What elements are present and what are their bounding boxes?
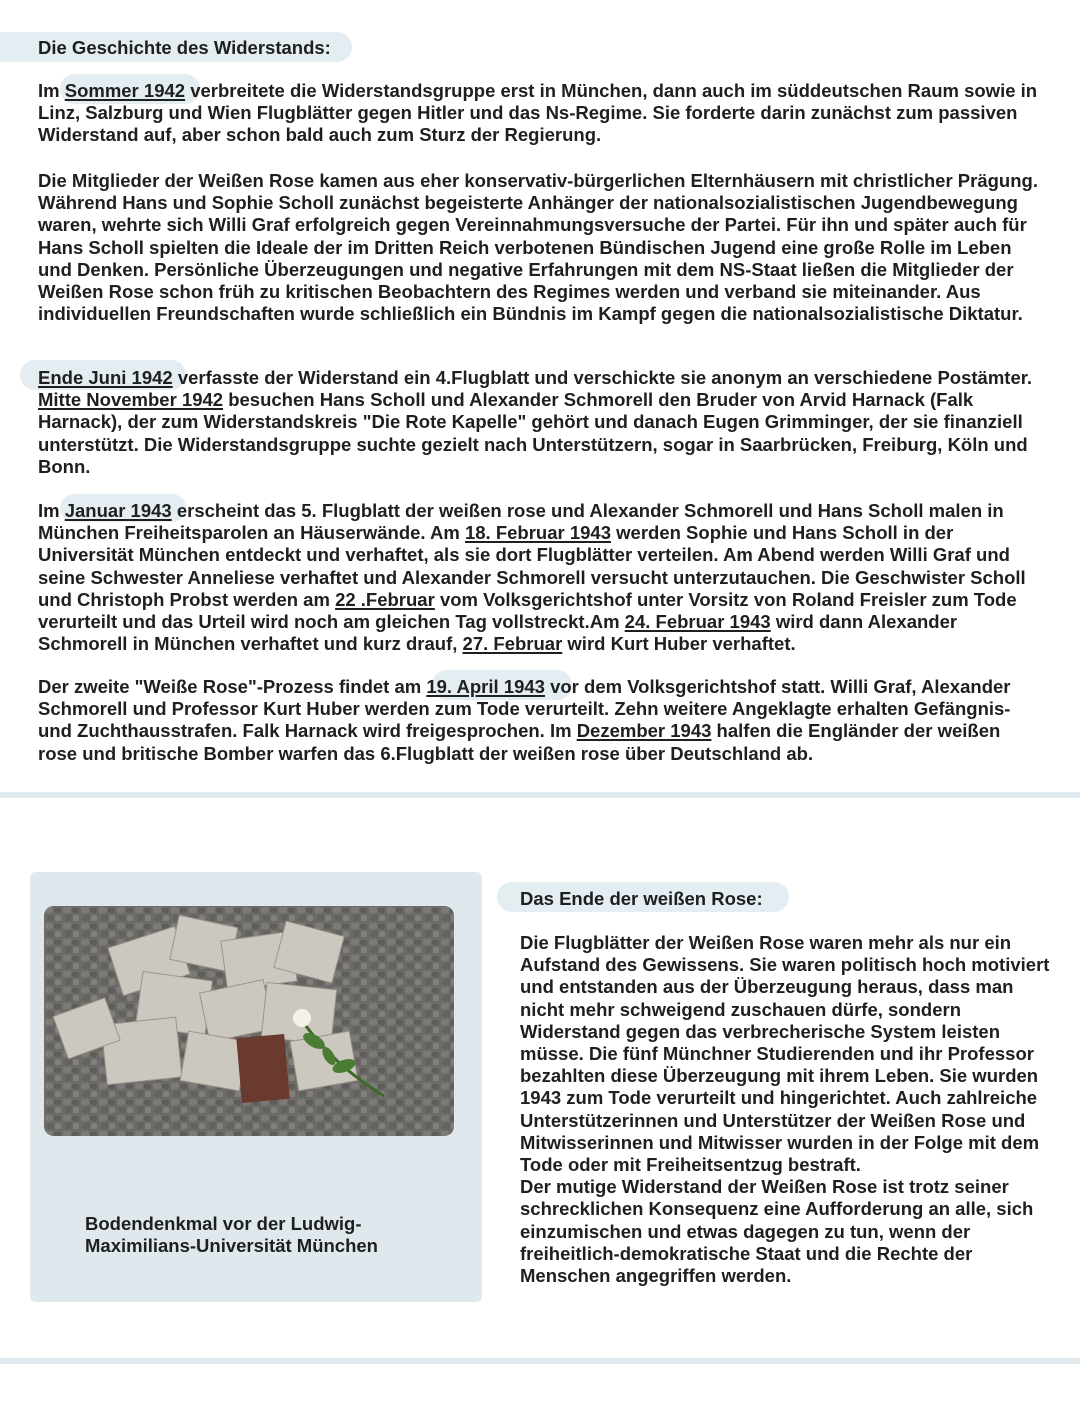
end-paragraph: Die Flugblätter der Weißen Rose waren mehr als nur ein Aufstand des Gewissens. Sie waren politisch hoch motiviert und entstanden aus der Überzeugung heraus, dass man nicht mehr schweigend zuschauen dürfe, sondern Widerstand gegen das verbrecherische System leisten müsse. Die fünf Münchner Studierenden und ihr Professor bezahlten diese Überzeugung mit ihrem Leben. Sie wurden 1943 zum Tode verurteilt und hingerichtet. Auch zahlreiche Unterstützerinnen und Unterstützer der Weißen Rose und Mitwisserinnen und Mitwisser wurden in der Folge mit dem Tode oder mit Freiheitsentzug bestraft. Der mutige Widerstand der Weißen Rose ist trotz seiner schrecklichen Konsequenz eine Aufforderung an alle, sich einzumischen und etwas dagegen zu tun, wenn der freiheitlich-demokratische Staat und die Rechte der Menschen angegriffen werden. (520, 932, 1050, 1287)
section-divider (0, 792, 1080, 798)
paragraph-text: vor dem Volksgerichtshof statt. Willi Graf, Alexander Schmorell und Professor Kurt Huber werden zum Tode verurteilt. Zehn weitere Angeklagte erhalten Gefängnis- und Zuchthausstrafen. Falk Harnack wird freigesprochen. Im (38, 676, 1011, 742)
history-paragraph (38, 676, 1042, 765)
paragraph-text: halfen die Engländer der weißen rose und britische Bomber warfen das 6.Flugblatt der weißen rose über Deutschland ab. (38, 720, 1001, 764)
figure-caption: Bodendenkmal vor der Ludwig-Maximilians-Universität München (85, 1213, 378, 1256)
paragraph-text: verbreitete die Widerstandsgruppe erst in München, dann auch im süddeutschen Raum sowie in Linz, Salzburg und Wien Flugblätter gegen Hitler und das Ns-Regime. Sie forderte darin zunächst zum passiven Widerstand auf, aber schon bald auch zum Sturz der Regierung. (38, 80, 1038, 146)
paragraph-text: vom Volksgerichtshof unter Vorsitz von Roland Freisler zum Tode verurteilt und das Urteil wird noch am gleichen Tag vollstreckt.Am (38, 588, 1017, 633)
date-highlight-text: Januar 1943 (64, 500, 172, 521)
paragraph-text: verfasste der Widerstand ein 4.Flugblatt und verschickte sie anonym an verschiedene Postämter. (172, 367, 1033, 388)
paragraph-text: besuchen Hans Scholl und Alexander Schmorell den Bruder von Arvid Harnack (Falk Harnack), der zum Widerstandskreis "Die Rote Kapelle" gehört und danach Eugen Grimminger, der sie finanziell unterstützt. Die Widerstandsgruppe suchte gezielt nach Unterstützern, sogar in Saarbrücken, Freiburg, Köln und Bonn. (38, 389, 1028, 477)
paragraph-text: Im (38, 500, 65, 521)
section-heading-history: Die Geschichte des Widerstands: (38, 37, 331, 58)
date-highlight-text: 24. Februar 1943 (624, 611, 771, 633)
memorial-image-icon (44, 906, 454, 1136)
memorial-photo (44, 906, 454, 1136)
date-highlight-text: 27. Februar (462, 633, 563, 655)
history-paragraph (38, 500, 1050, 655)
date-highlight-text: 19. April 1943 (426, 676, 545, 697)
paragraph-text: werden Sophie und Hans Scholl in der Universität München entdeckt und verhaftet, als sie dort Flugblätter verteilen. Am Abend werden Willi Graf und seine Schwester Anneliese verhaftet und Alexander Schmorell versucht unterzutauchen. Die Geschwister Scholl und Christoph Probst werden am (38, 522, 1026, 610)
history-paragraph (38, 80, 1038, 147)
date-highlight-text: Mitte November 1942 (38, 389, 224, 411)
paragraph-text: Die Mitglieder der Weißen Rose kamen aus eher konservativ-bürgerlichen Elternhäusern mit christlicher Prägung. Während Hans und Sophie Scholl zunächst begeisterte Anhänger der nationalsozialistischen Jugendbewegung waren, wehrte sich Willi Graf erfolgreich gegen Vereinnahmungsversuche der Partei. Für ihn und später auch für Hans Scholl spielten die Ideale der im Dritten Reich verbotenen Bündischen Jugend eine große Rolle im Leben und Denken. Persönliche Überzeugungen und negative Erfahrungen mit dem NS-Staat ließen die Mitglieder der Weißen Rose schon früh zu kritischen Beobachtern des Regimes werden und verband sie miteinander. Aus individuellen Freundschaften wurde schließlich ein Bündnis im Kampf gegen die nationalsozialistische Diktatur. (38, 170, 1038, 325)
date-highlight-text: Dezember 1943 (576, 720, 712, 742)
date-highlight-text: 22 .Februar (335, 588, 435, 610)
bottom-divider (0, 1358, 1080, 1364)
history-paragraph (38, 367, 1048, 478)
paragraph-text: wird dann Alexander Schmorell in München verhaftet und kurz drauf, (38, 611, 958, 655)
paragraph-text: Der zweite "Weiße Rose"-Prozess findet am (38, 676, 427, 697)
paragraph-text: Im (38, 80, 65, 101)
history-paragraph (38, 170, 1038, 325)
date-highlight-text: 18. Februar 1943 (464, 522, 611, 544)
section-heading-end: Das Ende der weißen Rose: (520, 888, 763, 909)
paragraph-text: wird Kurt Huber verhaftet. (562, 633, 796, 655)
date-highlight-text: Sommer 1942 (64, 80, 186, 101)
date-highlight-text: Ende Juni 1942 (38, 367, 173, 388)
paragraph-text: erscheint das 5. Flugblatt der weißen rose und Alexander Schmorell und Hans Scholl malen in München Freiheitsparolen an Häuserwände. Am (38, 500, 1004, 544)
